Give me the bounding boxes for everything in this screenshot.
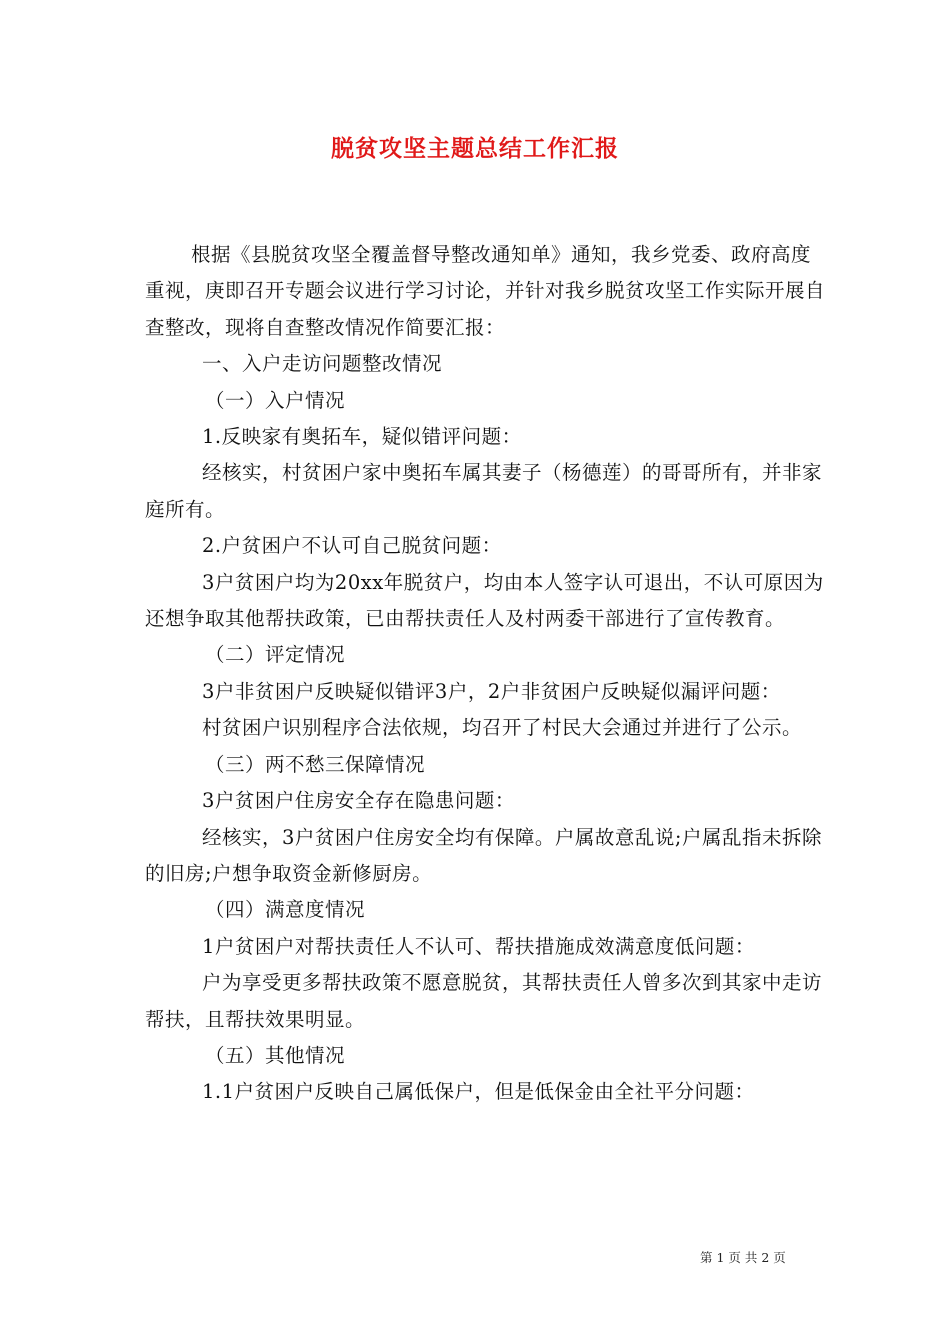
issue-item: 3户非贫困户反映疑似错评3户，2户非贫困户反映疑似漏评问题： <box>202 679 781 703</box>
subsection-heading: （四）满意度情况 <box>205 898 366 922</box>
intro-paragraph: 根据《县脱贫攻坚全覆盖督导整改通知单》通知，我乡党委、政府高度重视，庚即召开专题会议进行学习讨论，并针对我乡脱贫攻坚工作实际开展自查整改，现将自查整改情况作简要汇报： <box>145 243 826 339</box>
subsection-heading: （二）评定情况 <box>205 643 346 667</box>
page-number-footer: 第 1 页 共 2 页 <box>700 1250 786 1265</box>
finding-paragraph: 村贫困户识别程序合法依规，均召开了村民大会通过并进行了公示。 <box>202 716 803 740</box>
finding-paragraph: 户为享受更多帮扶政策不愿意脱贫，其帮扶责任人曾多次到其家中走访帮扶，且帮扶效果明显。 <box>145 971 823 1031</box>
finding-paragraph: 经核实，3户贫困户住房安全均有保障。户属故意乱说;户属乱指未拆除的旧房;户想争取资金新修厨房。 <box>145 825 822 885</box>
subsection-heading: （五）其他情况 <box>205 1043 346 1067</box>
finding-paragraph: 3户贫困户均为20xx年脱贫户，均由本人签字认可退出，不认可原因为还想争取其他帮扶政策，已由帮扶责任人及村两委干部进行了宣传教育。 <box>145 570 824 631</box>
document-title: 脱贫攻坚主题总结工作汇报 <box>331 136 619 162</box>
issue-item: 1.1户贫困户反映自己属低保户，但是低保金由全社平分问题： <box>202 1080 755 1104</box>
issue-item: 1.反映家有奥拓车，疑似错评问题： <box>202 425 522 449</box>
issue-item: 2.户贫困户不认可自己脱贫问题： <box>202 534 502 558</box>
subsection-heading: （三）两不愁三保障情况 <box>205 752 426 776</box>
document-body <box>145 237 825 1111</box>
section-heading: 一、入户走访问题整改情况 <box>202 352 443 376</box>
finding-paragraph: 经核实，村贫困户家中奥拓车属其妻子（杨德莲）的哥哥所有，并非家庭所有。 <box>145 461 823 521</box>
subsection-heading: （一）入户情况 <box>205 388 346 412</box>
issue-item: 1户贫困户对帮扶责任人不认可、帮扶措施成效满意度低问题： <box>202 934 755 958</box>
issue-item: 3户贫困户住房安全存在隐患问题： <box>202 789 515 813</box>
